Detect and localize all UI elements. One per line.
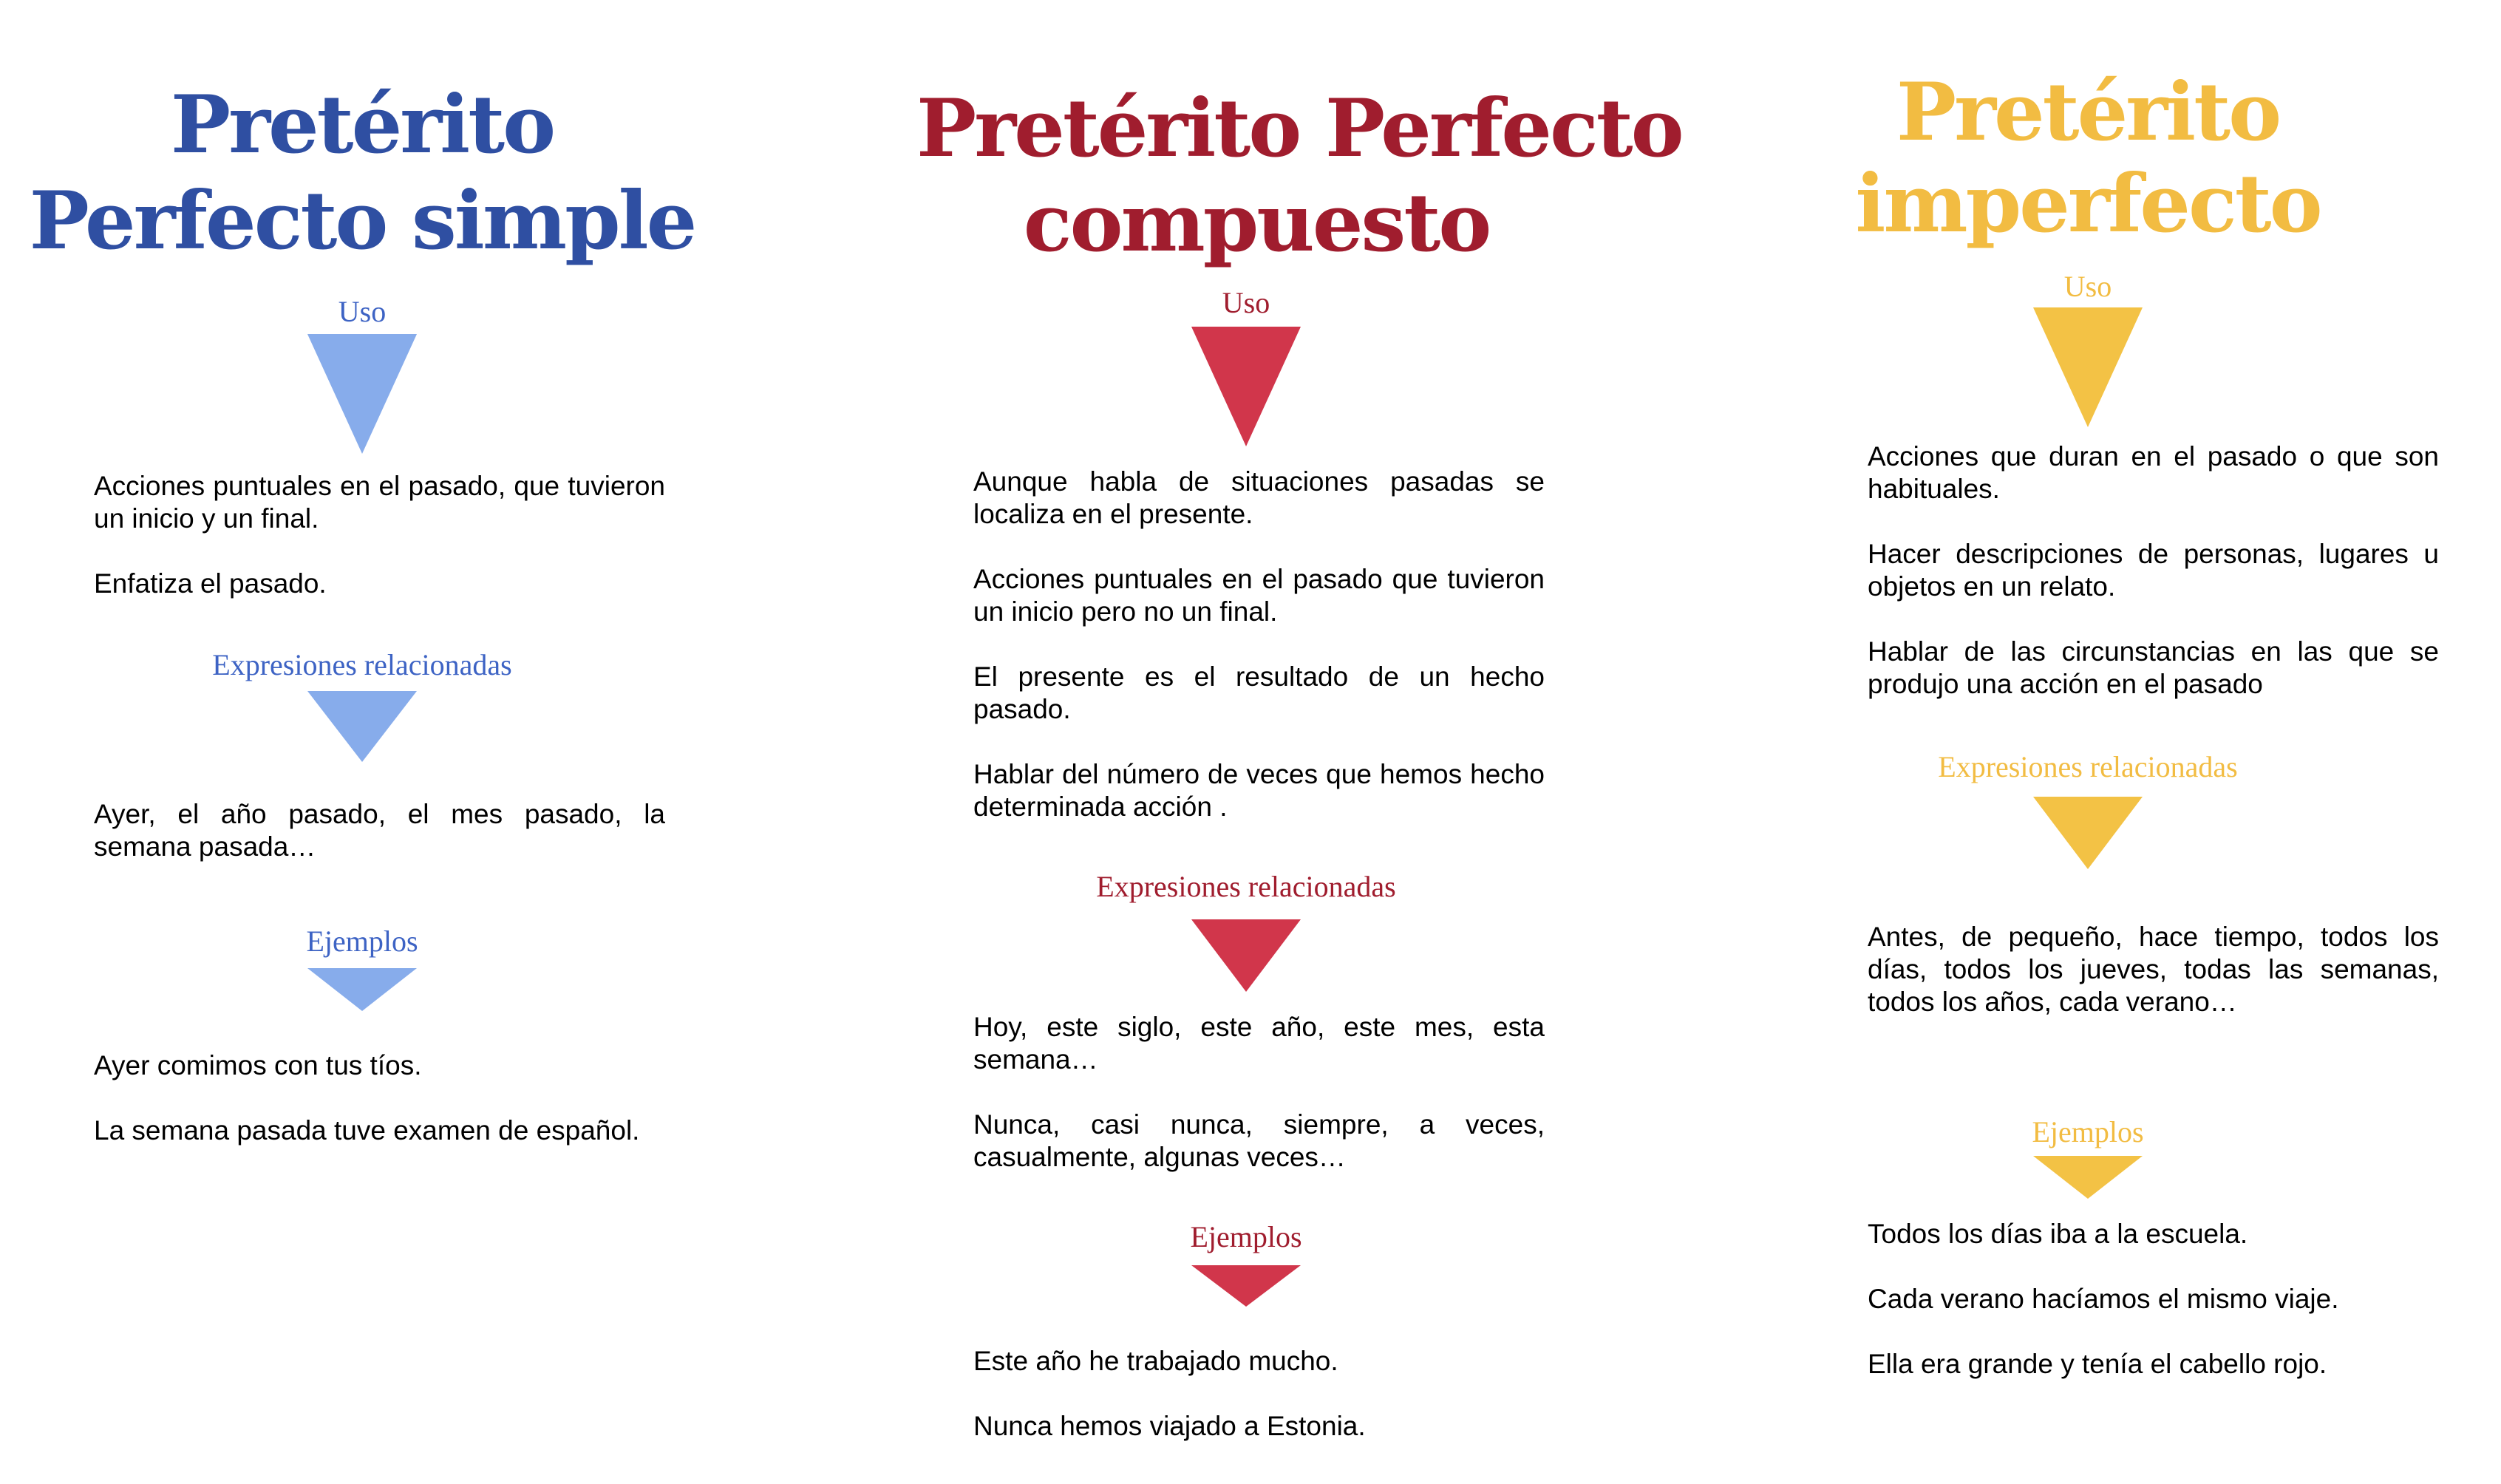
triangle-down-icon bbox=[2033, 307, 2143, 427]
ejemplos-item: La semana pasada tuve examen de español. bbox=[94, 1115, 640, 1146]
triangle-down-icon bbox=[1191, 327, 1301, 446]
uso-item: Aunque habla de situaciones pasadas se localiza en el presente. bbox=[973, 466, 1545, 529]
uso-item: Acciones puntuales en el pasado que tuvieron un inicio pero no un final. bbox=[973, 564, 1545, 627]
triangle-down-icon bbox=[2033, 797, 2143, 869]
uso-label: Uso bbox=[2063, 270, 2112, 303]
column-preterito-imperfecto bbox=[1670, 0, 2501, 1484]
title-line-2: compuesto bbox=[1023, 177, 1490, 270]
expresiones-label: Expresiones relacionadas bbox=[1096, 870, 1396, 903]
ejemplos-label: Ejemplos bbox=[1190, 1220, 1302, 1253]
column-title bbox=[22, 77, 702, 269]
title-line-2: imperfecto bbox=[1855, 157, 2321, 251]
ejemplos-item: Nunca hemos viajado a Estonia. bbox=[973, 1411, 1366, 1441]
title-line-1: Pretérito Perfecto bbox=[916, 82, 1682, 175]
uso-item: Hablar del número de veces que hemos hecho determinada acción . bbox=[973, 759, 1545, 822]
ejemplos-item: Este año he trabajado mucho. bbox=[973, 1346, 1338, 1376]
column-preterito-perfecto-compuesto bbox=[835, 0, 1682, 1484]
column-preterito-perfecto-simple bbox=[0, 0, 835, 1484]
title-line-1: Pretérito bbox=[170, 78, 554, 171]
title-line-2: Perfecto simple bbox=[29, 174, 695, 268]
uso-item: Enfatiza el pasado. bbox=[94, 568, 327, 599]
ejemplos-item: Todos los días iba a la escuela. bbox=[1868, 1219, 2248, 1249]
uso-label: Uso bbox=[1222, 286, 1270, 319]
title-line-1: Pretérito bbox=[1896, 66, 2280, 159]
triangle-down-icon bbox=[2033, 1156, 2143, 1199]
uso-item: El presente es el resultado de un hecho pasado. bbox=[973, 661, 1545, 724]
uso-item: Acciones que duran en el pasado o que son habituales. bbox=[1868, 441, 2439, 504]
ejemplos-item: Ella era grande y tenía el cabello rojo. bbox=[1868, 1349, 2327, 1379]
triangle-down-icon bbox=[1191, 1265, 1301, 1307]
triangle-down-icon bbox=[307, 691, 417, 762]
triangle-down-icon bbox=[307, 334, 417, 454]
triangle-down-icon bbox=[1191, 919, 1301, 992]
uso-item: Hablar de las circunstancias en las que se produjo una acción en el pasado bbox=[1868, 636, 2439, 699]
expresiones-label: Expresiones relacionadas bbox=[1938, 750, 2238, 783]
ejemplos-label: Ejemplos bbox=[306, 925, 418, 958]
expresiones-label: Expresiones relacionadas bbox=[212, 648, 512, 681]
uso-item: Acciones puntuales en el pasado, que tuvieron un inicio y un final. bbox=[94, 471, 665, 534]
column-title bbox=[916, 81, 1682, 270]
ejemplos-item: Cada verano hacíamos el mismo viaje. bbox=[1868, 1284, 2339, 1314]
uso-label: Uso bbox=[338, 295, 387, 328]
expresiones-item: Antes, de pequeño, hace tiempo, todos los días, todos los jueves, todas las semanas, todos los años, cada verano… bbox=[1868, 922, 2439, 1017]
column-title bbox=[1748, 67, 2428, 250]
triangle-down-icon bbox=[307, 968, 417, 1011]
ejemplos-label: Ejemplos bbox=[2032, 1115, 2144, 1148]
expresiones-item: Hoy, este siglo, este año, este mes, esta semana… bbox=[973, 1012, 1545, 1075]
uso-item: Hacer descripciones de personas, lugares u objetos en un relato. bbox=[1868, 539, 2439, 602]
expresiones-item: Ayer, el año pasado, el mes pasado, la semana pasada… bbox=[94, 799, 665, 862]
expresiones-item: Nunca, casi nunca, siempre, a veces, casualmente, algunas veces… bbox=[973, 1109, 1545, 1172]
ejemplos-item: Ayer comimos con tus tíos. bbox=[94, 1050, 422, 1080]
